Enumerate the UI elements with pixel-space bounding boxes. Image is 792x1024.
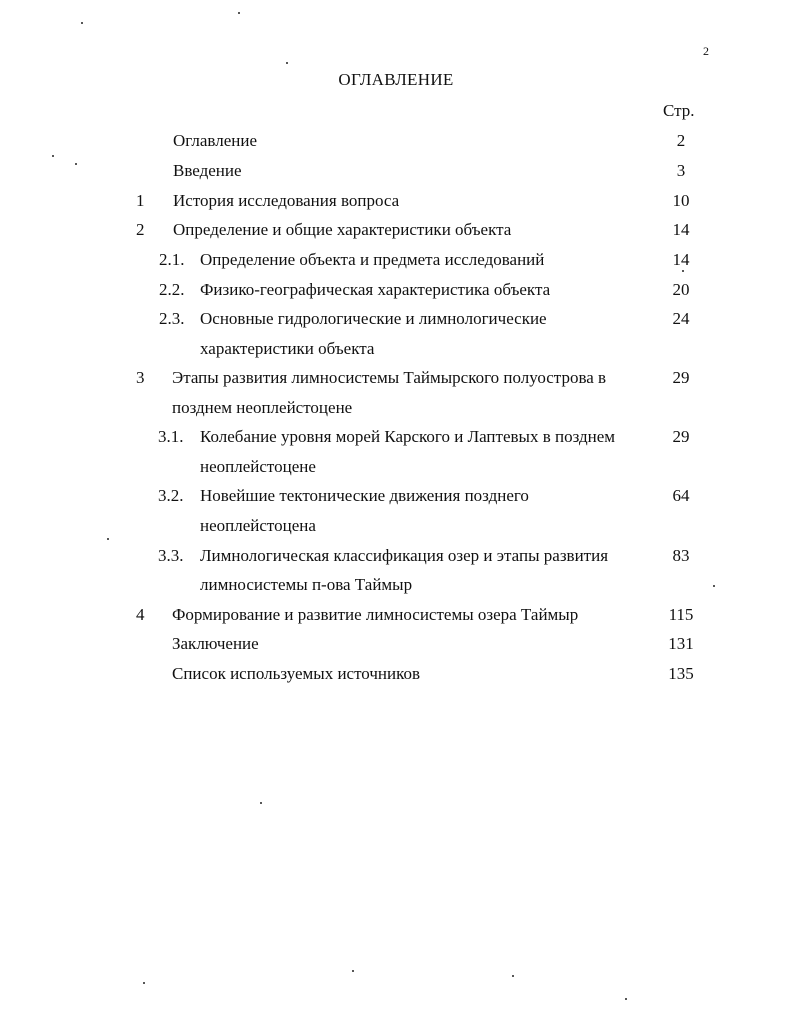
toc-entry-text: Определение и общие характеристики объекта bbox=[173, 220, 512, 239]
toc-entry-number: 3.3. bbox=[158, 546, 184, 565]
toc-entry-number: 2.3. bbox=[159, 309, 185, 328]
toc-entry-page: 2 bbox=[676, 131, 686, 150]
scan-speck bbox=[260, 802, 262, 804]
scan-speck bbox=[107, 538, 109, 540]
pages-column-header: Стр. bbox=[663, 101, 695, 120]
toc-entry-page: 20 bbox=[672, 280, 690, 299]
page-number: 2 bbox=[703, 44, 709, 58]
toc-entry-text: Колебание уровня морей Карского и Лаптевых в позднем bbox=[200, 427, 616, 446]
toc-entry-text: Определение объекта и предмета исследований bbox=[200, 250, 545, 269]
toc-entry-page: 10 bbox=[672, 191, 690, 210]
scan-speck bbox=[238, 12, 240, 14]
toc-entry-page: 131 bbox=[668, 634, 694, 653]
toc-entry-page: 14 bbox=[672, 220, 690, 239]
toc-entry-page: 83 bbox=[672, 546, 690, 565]
toc-entry-text-continuation: позднем неоплейстоцене bbox=[172, 398, 353, 417]
toc-entry-text: Список используемых источников bbox=[172, 664, 421, 683]
toc-entry-text: Основные гидрологические и лимнологические bbox=[200, 309, 547, 328]
scan-speck bbox=[713, 585, 715, 587]
toc-entry-number: 3.1. bbox=[158, 427, 184, 446]
scan-speck bbox=[75, 163, 77, 165]
toc-entry-page: 135 bbox=[668, 664, 694, 683]
toc-entry-text: Оглавление bbox=[173, 131, 257, 150]
toc-entry-number: 1 bbox=[136, 191, 145, 210]
scan-speck bbox=[286, 62, 288, 64]
toc-entry-text-continuation: неоплейстоцене bbox=[200, 457, 316, 476]
toc-entry-page: 14 bbox=[672, 250, 690, 269]
toc-entry-page: 24 bbox=[672, 309, 690, 328]
page-title: ОГЛАВЛЕНИЕ bbox=[338, 70, 454, 89]
toc-entry-text: Новейшие тектонические движения позднего bbox=[200, 486, 529, 505]
toc-entry-number: 2.1. bbox=[159, 250, 185, 269]
scan-speck bbox=[625, 998, 627, 1000]
toc-entry-page: 115 bbox=[668, 605, 694, 624]
scan-speck bbox=[682, 270, 684, 272]
toc-entry-text: Физико-географическая характеристика объекта bbox=[200, 280, 551, 299]
toc-entry-page: 29 bbox=[672, 427, 690, 446]
scan-speck bbox=[52, 155, 54, 157]
toc-entry-number: 3 bbox=[136, 368, 145, 387]
toc-entry-number: 2 bbox=[136, 220, 145, 239]
scan-speck bbox=[81, 22, 83, 24]
toc-entry-page: 64 bbox=[672, 486, 690, 505]
toc-entry-text: Введение bbox=[173, 161, 242, 180]
toc-entry-text: Этапы развития лимносистемы Таймырского полуострова в bbox=[172, 368, 607, 387]
toc-entry-text-continuation: лимносистемы п-ова Таймыр bbox=[200, 575, 413, 594]
toc-entry-text: Заключение bbox=[172, 634, 259, 653]
toc-entry-number: 2.2. bbox=[159, 280, 185, 299]
toc-entry-text: Формирование и развитие лимносистемы озера Таймыр bbox=[172, 605, 579, 624]
scan-speck bbox=[512, 975, 514, 977]
toc-entry-number: 3.2. bbox=[158, 486, 184, 505]
toc-entry-text-continuation: неоплейстоцена bbox=[200, 516, 316, 535]
toc-entry-page: 29 bbox=[672, 368, 690, 387]
toc-entry-number: 4 bbox=[136, 605, 145, 624]
toc-entry-text-continuation: характеристики объекта bbox=[200, 339, 375, 358]
scan-speck bbox=[352, 970, 354, 972]
toc-entry-text: История исследования вопроса bbox=[173, 191, 400, 210]
toc-entry-text: Лимнологическая классификация озер и этапы развития bbox=[200, 546, 609, 565]
scan-speck bbox=[143, 982, 145, 984]
toc-entry-page: 3 bbox=[676, 161, 686, 180]
